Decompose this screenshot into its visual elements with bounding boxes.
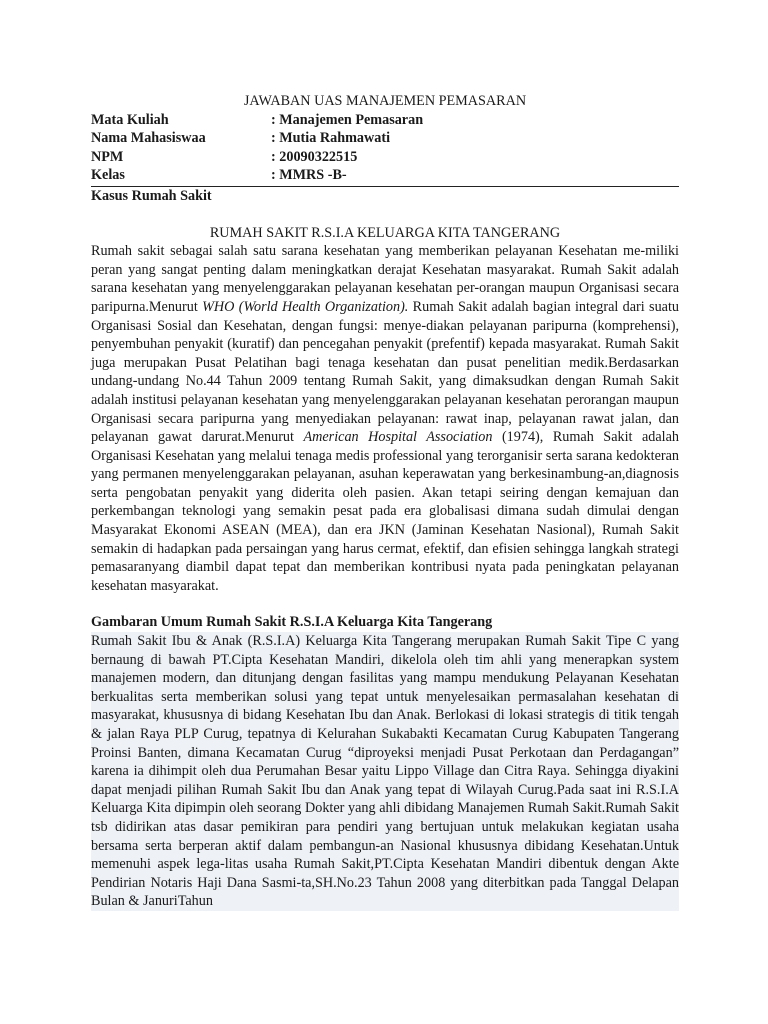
document-title: JAWABAN UAS MANAJEMEN PEMASARAN — [243, 93, 527, 109]
aha-reference: American Hospital Association — [303, 429, 493, 446]
case-label: Kasus Rumah Sakit — [91, 187, 212, 204]
paragraph-text: (1974), Rumah Sakit adalah Organisasi Kesehatan yang melalui tenaga medis professional yang terorganisir serta sarana kedokteran yang permanen menyelenggarakan pelayanan, asuhan keperawatan yang berkesinambung-an,diagnosis serta pengobatan penyakit yang diderita oleh pasien. Akan tetapi seiring dengan kemajuan dan perkembangan teknologi yang semakin pesat pada era globalisasi dimana sudah dimulai dengan Masyarakat Ekonomi ASEAN (MEA), dan era JKN (Jaminan Kesehatan Nasional), Rumah Sakit semakin di hadapkan pada persaingan yang harus cermat, efektif, dan efisien sehingga langkah strategi pemasaranyang diambil dapat tepat dan memberikan kontribusi nyata pada peningkatan pelayanan kesehatan masyarakat. — [91, 429, 679, 594]
student-info-table — [91, 111, 679, 185]
paragraph-text: Rumah sakit sebagai salah satu sarana kesehatan yang memberikan pelayanan Kesehatan me-miliki peran yang sangat penting dalam meningkatkan derajat Kesehatan masyarakat. Rumah Sakit adalah sarana kesehatan yang menyelenggarakan pelayanan kesehatan per-orangan maupun Organisasi secara paripurna.Menurut — [91, 243, 679, 315]
info-row-course — [91, 111, 679, 130]
info-label: NPM — [91, 148, 124, 165]
info-value: : Mutia Rahmawati — [271, 130, 391, 147]
info-value: : 20090322515 — [271, 148, 358, 165]
section-title-hospital: RUMAH SAKIT R.S.I.A KELUARGA KITA TANGERANG — [209, 224, 561, 241]
info-row-npm — [91, 148, 679, 167]
info-label: Mata Kuliah — [91, 111, 169, 128]
who-reference: WHO (World Health Organization). — [202, 298, 409, 315]
info-row-class — [91, 166, 679, 185]
info-label: Kelas — [91, 167, 125, 184]
document-page — [91, 92, 679, 911]
paragraph-intro — [91, 242, 679, 595]
info-value: : MMRS -B- — [271, 167, 347, 184]
paragraph-overview: Rumah Sakit Ibu & Anak (R.S.I.A) Keluarga Kita Tangerang merupakan Rumah Sakit Tipe C yang bernaung di bawah PT.Cipta Kesehatan Mandiri, dikelola oleh tim ahli yang menerapkan system manajemen modern, dan ditunjang dengan fasilitas yang mampu mendukung Pelayanan Kesehatan berkualitas serta memberikan solusi yang tepat untuk menyelesaikan permasalahan kesehatan di masyarakat, khususnya di bidang Kesehatan Ibu dan Anak. Berlokasi di lokasi strategis di titik tengah & jalan Raya PLP Curug, tepatnya di Kelurahan Sukabakti Kecamatan Curug Kabupaten Tangerang Proinsi Banten, dimana Kecamatan Curug “diproyeksi menjadi Pusat Perkotaan dan Perdagangan” karena ia dihimpit oleh dua Perumahan Besar yaitu Lippo Village dan Citra Raya. Sehingga diyakini dapat menjadi pilihan Rumah Sakit Ibu dan Anak yang tepat di Wilayah Curug.Pada saat ini R.S.I.A Keluarga Kita dipimpin oleh seorang Dokter yang ahli dibidang Manajemen Rumah Sakit.Rumah Sakit tsb didirikan atas dasar pemikiran para pendiri yang bertujuan untuk melakukan kegiatan usaha bersama serta berperan aktif dalam pembangun-an Nasional khususnya dibidang Kesehatan.Untuk memenuhi aspek lega-litas usaha Rumah Sakit,PT.Cipta Kesehatan Mandiri dibentuk dengan Akte Pendirian Notaris Haji Dana Sasmi-ta,SH.No.23 Tahun 2008 yang diterbitkan pada Tanggal Delapan Bulan & JanuriTahun — [91, 633, 679, 910]
section-title-overview: Gambaran Umum Rumah Sakit R.S.I.A Keluarga Kita Tangerang — [91, 614, 493, 631]
info-label: Nama Mahasiswaa — [91, 130, 206, 147]
paragraph-text: Rumah Sakit adalah bagian integral dari suatu Organisasi Sosial dan Kesehatan, dengan fungsi: menye-diakan pelayanan paripurna (komprehensi), penyembuhan penyakit (kuratif) dan pencegahan penyakit (prefentif) kepada masyarakat. Rumah Sakit juga merupakan Pusat Pelatihan bagi tenaga kesehatan dan pusat penelitian medik.Berdasarkan undang-undang No.44 Tahun 2009 tentang Rumah Sakit, yang dimaksudkan dengan Rumah Sakit adalah institusi pelayanan kesehatan yang menyelenggarakan pelayanan kesehatan perorangan maupun Organisasi secara paripurna yang menyediakan pelayanan: rawat inap, pelayanan rawat jalan, dan pelayanan gawat darurat.Menurut — [91, 298, 679, 446]
info-row-student-name — [91, 129, 679, 148]
info-value: : Manajemen Pemasaran — [271, 111, 424, 128]
